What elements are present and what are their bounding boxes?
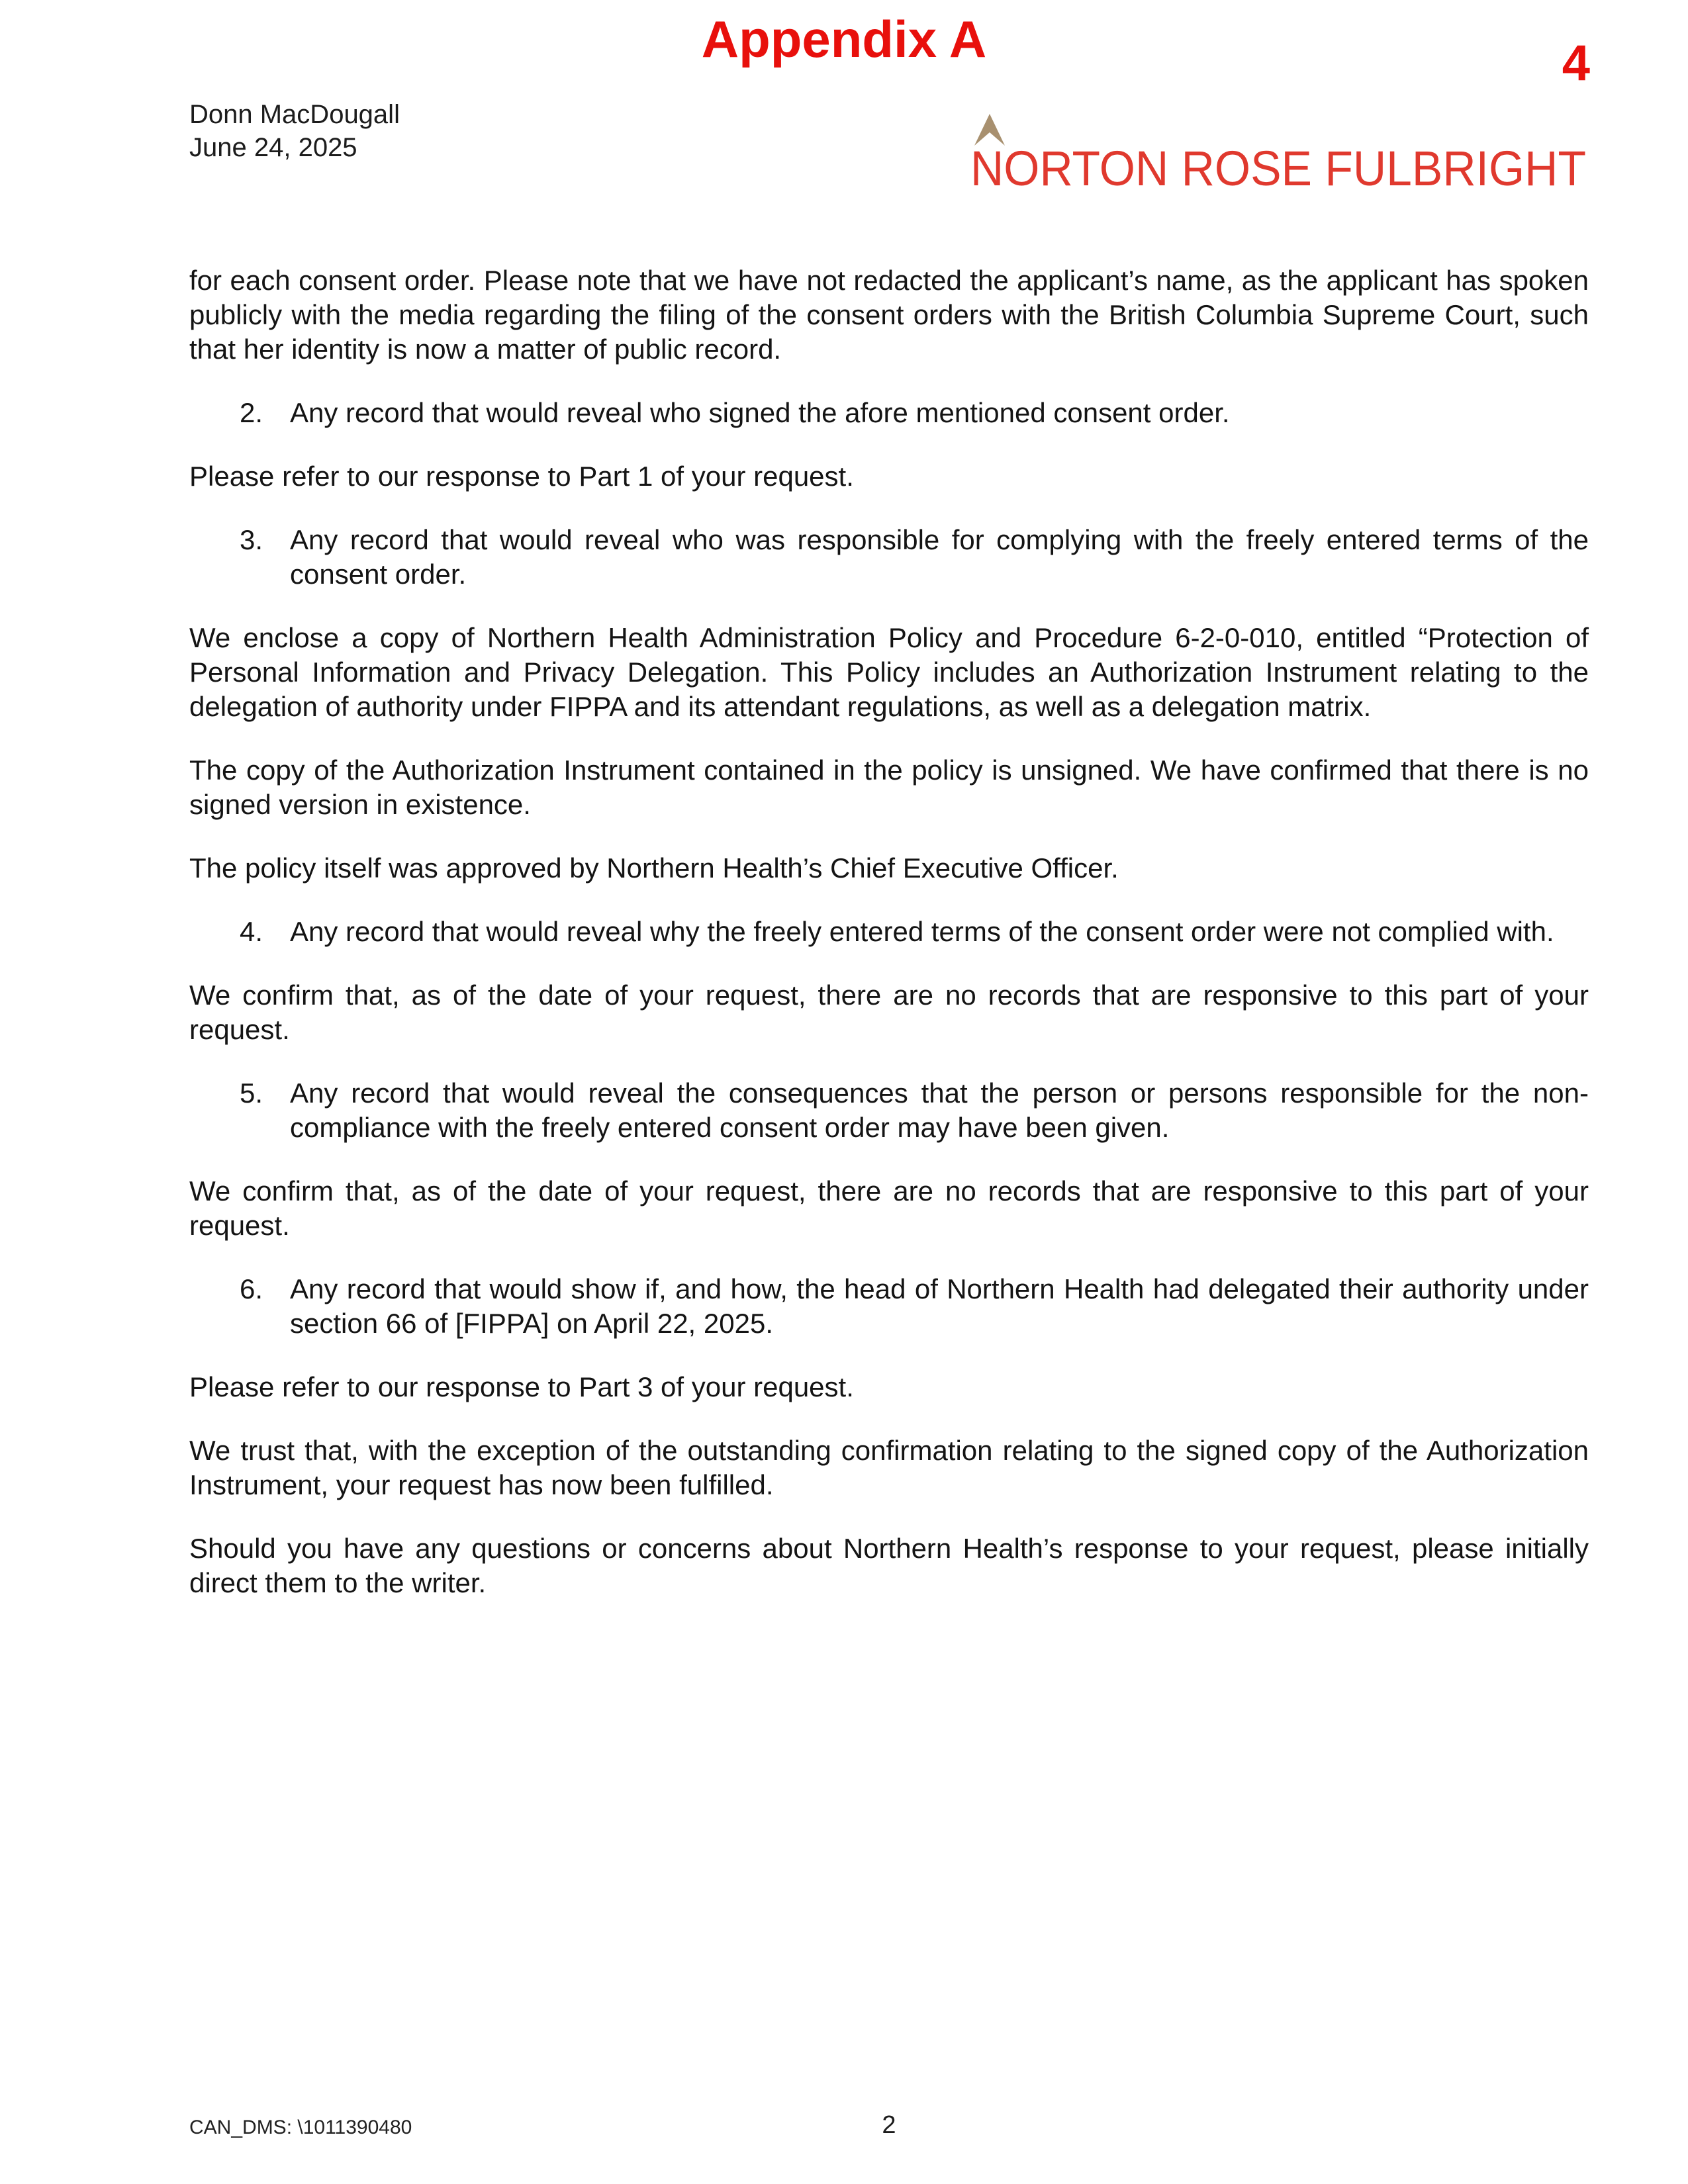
- item-response: The copy of the Authorization Instrument contained in the policy is unsigned. We have confirmed that there is no signed version in existence.: [189, 754, 1589, 820]
- item-number: 3.: [240, 524, 263, 555]
- item-response: We confirm that, as of the date of your request, there are no records that are responsive to this part of your request.: [189, 979, 1589, 1045]
- appendix-page-marker: 4: [1562, 35, 1590, 91]
- logo-wordmark: NORTON ROSE FULBRIGHT: [970, 141, 1586, 196]
- letter-body: [189, 263, 1589, 1629]
- list-item: [189, 523, 1589, 592]
- list-item: [189, 396, 1589, 430]
- item-number: 2.: [240, 397, 263, 428]
- item-request: Any record that would show if, and how, the head of Northern Health had delegated their authority under section 66 of [FIPPA] on April 22, 2025.: [290, 1273, 1589, 1339]
- item-request: Any record that would reveal the consequences that the person or persons responsible for the non-compliance with the freely entered consent order may have been given.: [290, 1077, 1589, 1143]
- closing-paragraph: We trust that, with the exception of the outstanding confirmation relating to the signed copy of the Authorization Instrument, your request has now been fulfilled.: [189, 1435, 1589, 1500]
- letter-date: June 24, 2025: [189, 133, 357, 162]
- item-request: Any record that would reveal who signed the afore mentioned consent order.: [290, 397, 1230, 428]
- list-item: [189, 1272, 1589, 1341]
- item-response: Please refer to our response to Part 3 of your request.: [189, 1371, 854, 1402]
- item-response: We confirm that, as of the date of your request, there are no records that are responsive to this part of your request.: [189, 1175, 1589, 1241]
- item-response: Please refer to our response to Part 1 of your request.: [189, 461, 854, 492]
- item-response: We enclose a copy of Northern Health Administration Policy and Procedure 6-2-0-010, entitled “Protection of Personal Information and Privacy Delegation. This Policy includes an Authorization Instrument relating to the delegation of authority under FIPPA and its attendant regulations, as well as a delegation matrix.: [189, 622, 1589, 722]
- footer-doc-id: CAN_DMS: \1011390480: [189, 2116, 412, 2138]
- item-request: Any record that would reveal who was responsible for complying with the freely entered terms of the consent order.: [290, 524, 1589, 590]
- list-item: [189, 1076, 1589, 1145]
- item-number: 6.: [240, 1273, 263, 1304]
- item-number: 4.: [240, 916, 263, 947]
- footer-page-number: 2: [882, 2111, 896, 2139]
- item-request: Any record that would reveal why the freely entered terms of the consent order were not complied with.: [290, 916, 1554, 947]
- letterhead-block: [189, 98, 400, 164]
- continuation-paragraph: for each consent order. Please note that we have not redacted the applicant’s name, as the applicant has spoken publicly with the media regarding the filing of the consent orders with the British Columbia Supreme Court, such that her identity is now a matter of public record.: [189, 265, 1589, 365]
- item-number: 5.: [240, 1077, 263, 1109]
- item-response: The policy itself was approved by Northern Health’s Chief Executive Officer.: [189, 852, 1119, 884]
- appendix-title: Appendix A: [701, 10, 987, 68]
- list-item: [189, 915, 1589, 949]
- recipient-name: Donn MacDougall: [189, 100, 400, 129]
- nrf-logo: [970, 111, 1593, 199]
- closing-paragraph: Should you have any questions or concerns about Northern Health’s response to your request, please initially direct them to the writer.: [189, 1533, 1589, 1598]
